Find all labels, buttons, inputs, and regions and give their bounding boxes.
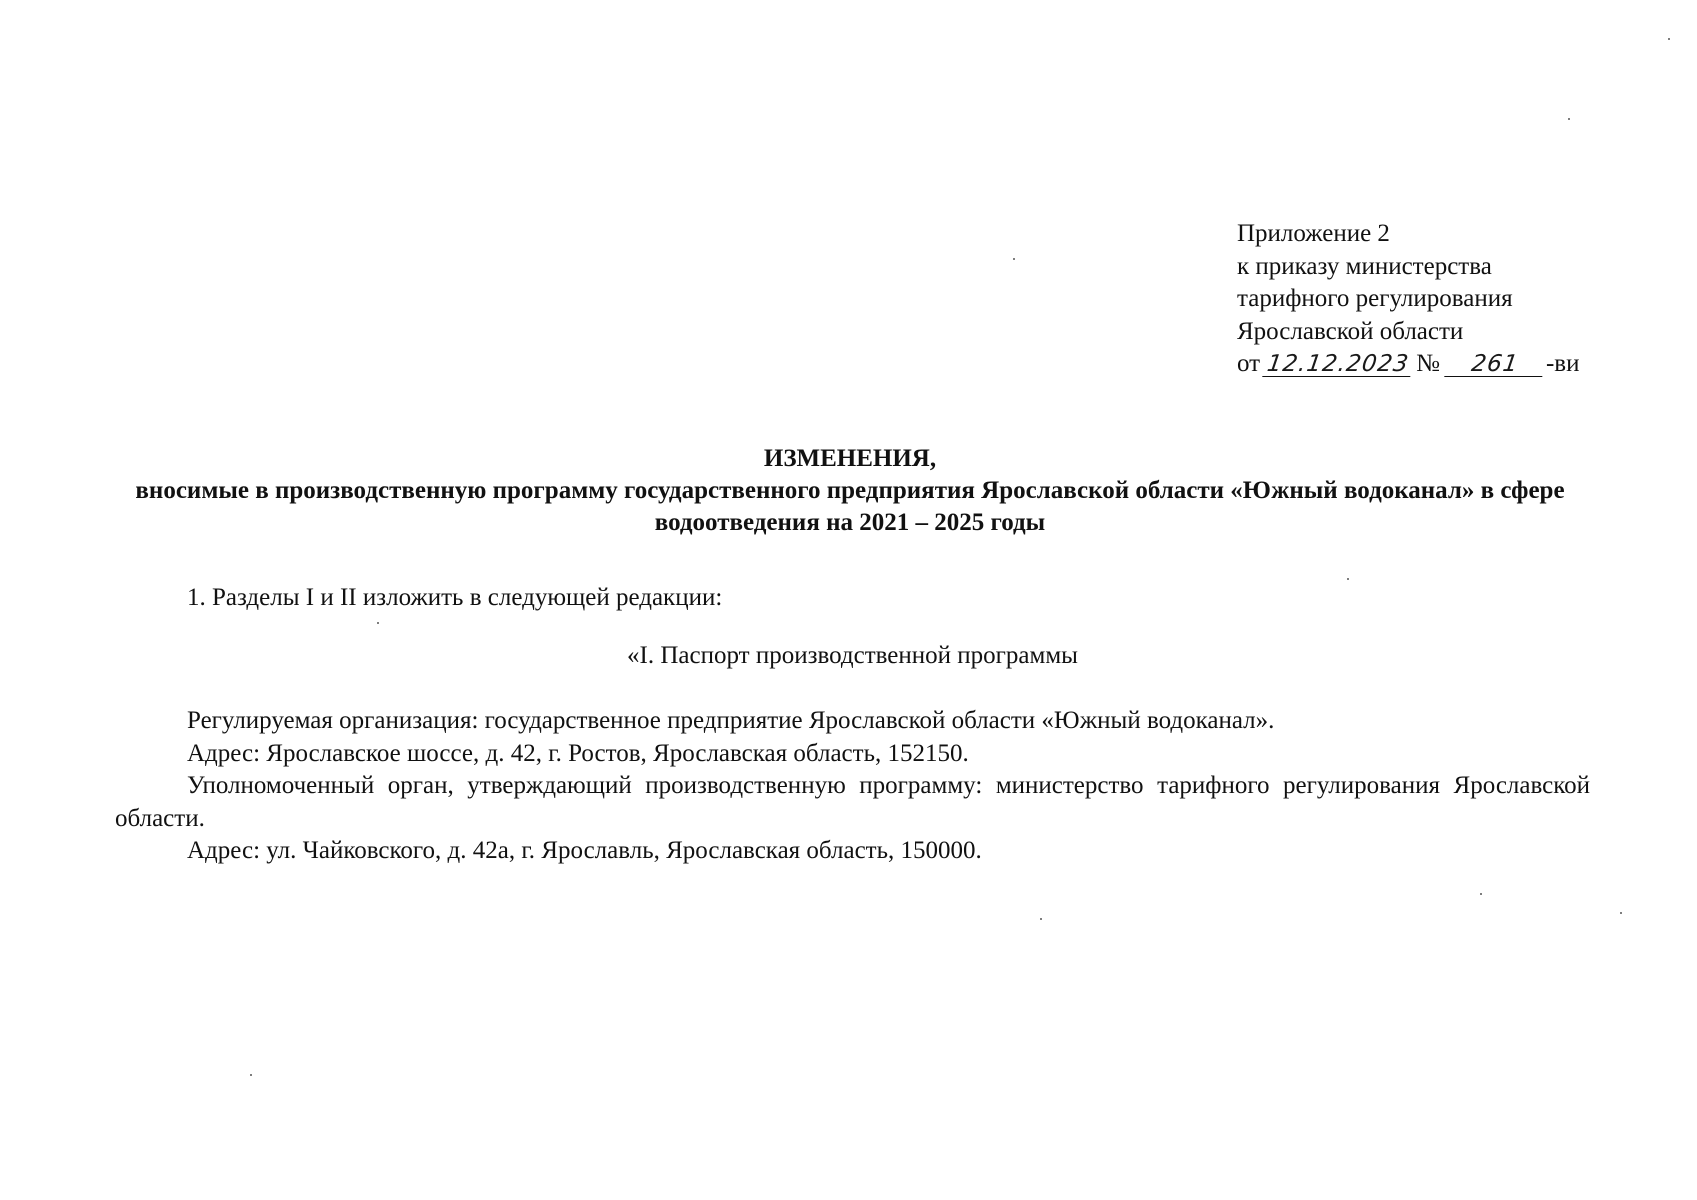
handwritten-number: 261 [1444,352,1546,377]
intro-block [115,582,1590,615]
scan-speck [1040,918,1042,920]
scan-speck [250,1074,252,1076]
scan-speck [1013,258,1015,260]
authority-address-paragraph: Адрес: ул. Чайковского, д. 42а, г. Ярославль, Ярославская область, 150000. [187,837,982,864]
number-sign: № [1416,350,1440,377]
scan-speck [1347,578,1349,580]
document-subtitle: вносимые в производственную программу государственного предприятия Ярославской области «Южный водоканал» в сфере водоотведения на 2021 – 2025 годы [135,477,1565,536]
approval-line-3: тарифного регулирования [1237,285,1513,312]
section-heading: «I. Паспорт производственной программы [627,642,1078,669]
organization-address-paragraph: Адрес: Ярославское шоссе, д. 42, г. Ростов, Ярославская область, 152150. [187,739,969,767]
document-title: ИЗМЕНЕНИЯ, [763,445,937,472]
scan-speck [1668,38,1670,40]
approval-line-1: Приложение 2 [1237,220,1390,247]
approval-suffix: -ви [1545,350,1580,377]
authority-paragraph: Уполномоченный орган, утверждающий производственную программу: министерство тарифного регулирования Ярославской области. [115,772,1590,832]
scan-speck [1620,912,1622,914]
intro-paragraph: 1. Разделы I и II изложить в следующей редакции: [187,584,723,611]
scan-speck [377,622,379,624]
passport-block [115,705,1590,868]
scan-speck [1568,118,1570,120]
scan-speck [1480,893,1482,895]
approval-block [1237,218,1579,381]
handwritten-date: 12.12.2023 [1262,352,1414,377]
approval-line-2: к приказу министерства [1237,252,1492,280]
organization-paragraph: Регулируемая организация: государственное предприятие Ярославской области «Южный водоканал». [187,707,1275,734]
approval-line-4: Ярославской области [1237,317,1464,345]
approval-prefix: от [1237,350,1261,377]
approval-order-line [1237,348,1579,381]
document-title-block [120,443,1580,539]
